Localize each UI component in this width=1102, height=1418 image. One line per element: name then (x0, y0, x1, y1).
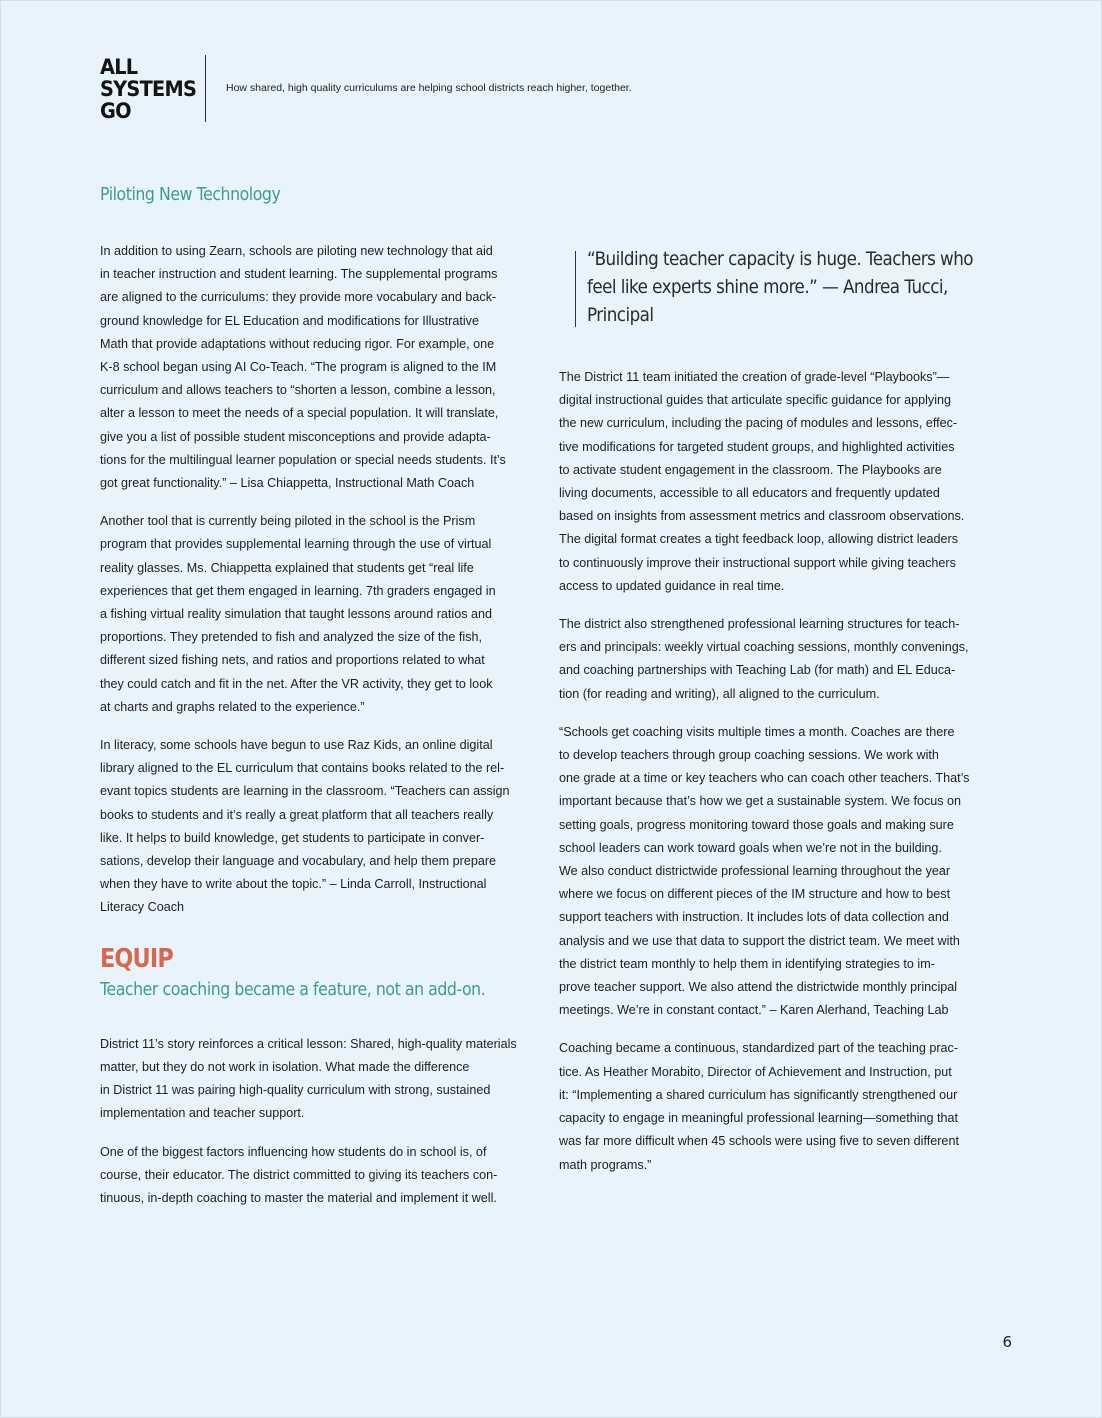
text-line: got great functionality.” – Lisa Chiappetta, Instructional Math Coach (100, 476, 475, 491)
text-line: the district team monthly to help them in identifying strategies to im- (559, 956, 935, 971)
text-line: In addition to using Zearn, schools are piloting new technology that aid (100, 244, 493, 258)
text-line: The digital format creates a tight feedback loop, allowing district leaders (559, 532, 959, 547)
text-line: District 11’s story reinforces a critical lesson: Shared, high-quality materials (100, 1036, 517, 1051)
text-line: tice. As Heather Morabito, Director of Achievement and Instruction, put (559, 1064, 952, 1079)
text-line: when they have to write about the topic.” – Linda Carroll, Instructional (100, 877, 487, 892)
paragraph-professional-learning (559, 613, 999, 706)
text-line: Coaching became a continuous, standardized part of the teaching prac- (559, 1041, 959, 1056)
paragraph-district-story (100, 1033, 540, 1126)
text-line: alter a lesson to meet the needs of a special population. It will translate, (100, 406, 499, 421)
text-line: tion (for reading and writing), all aligned to the curriculum. (559, 686, 880, 701)
text-line: sations, develop their language and vocabulary, and help them prepare (100, 854, 497, 869)
text-line: ers and principals: weekly virtual coaching sessions, monthly convenings, (559, 640, 969, 655)
text-line: are aligned to the curriculums: they provide more vocabulary and back- (100, 290, 497, 305)
text-line: “Schools get coaching visits multiple times a month. Coaches are there (559, 724, 955, 739)
text-line: feel like experts shine more.” — Andrea Tucci, (587, 276, 948, 298)
text-line: to activate student engagement in the classroom. The Playbooks are (559, 462, 942, 477)
text-line: a fishing virtual reality simulation that taught lessons around ratios and (100, 607, 493, 622)
text-line: was far more difficult when 45 schools were using five to seven different (559, 1134, 959, 1149)
text-line: program that provides supplemental learning through the use of virtual (100, 537, 492, 552)
page-number: 6 (1002, 1333, 1012, 1351)
text-line: based on insights from assessment metrics and classroom observations. (559, 509, 965, 524)
logo-line-2: SYSTEMS (100, 77, 197, 101)
paragraph-raz-kids (100, 734, 540, 920)
pull-quote-bar (575, 251, 576, 327)
text-line: Literacy Coach (100, 900, 184, 915)
paragraph-zearn (100, 240, 540, 495)
text-line: the new curriculum, including the pacing of modules and lessons, effec- (559, 416, 958, 431)
text-line: implementation and teacher support. (100, 1106, 305, 1121)
paragraph-playbooks (559, 366, 999, 598)
text-line: The district also strengthened professional learning structures for teach- (559, 617, 960, 632)
text-line: The District 11 team initiated the creation of grade-level “Playbooks”— (559, 370, 950, 384)
text-line: different sized fishing nets, and ratios and proportions related to what (100, 653, 485, 668)
text-line: experiences that get them engaged in learning. 7th graders engaged in (100, 583, 496, 598)
text-line: meetings. We’re in constant contact.” – Karen Alerhand, Teaching Lab (559, 1003, 949, 1018)
text-line: curriculum and allows teachers to “shorten a lesson, combine a lesson, (100, 383, 496, 398)
text-line: in teacher instruction and student learning. The supplemental programs (100, 267, 498, 282)
paragraph-educator (100, 1141, 540, 1211)
text-line: support teachers with instruction. It includes lots of data collection and (559, 910, 949, 925)
text-line: tions for the multilingual learner population or special needs students. It’s (100, 452, 506, 467)
logo-line-3: GO (100, 99, 131, 123)
left-column (100, 185, 540, 1210)
text-line: evant topics students are learning in the classroom. “Teachers can assign (100, 784, 510, 799)
paragraph-coaching-practice (559, 1037, 999, 1176)
text-line: Another tool that is currently being piloted in the school is the Prism (100, 514, 476, 529)
paragraph-prism (100, 510, 540, 719)
header-divider (205, 55, 206, 122)
pull-quote (575, 245, 987, 329)
text-line: to develop teachers through group coaching sessions. We work with (559, 748, 939, 763)
section-heading-piloting: Piloting New Technology (100, 185, 281, 205)
text-line: Principal (587, 304, 654, 326)
text-line: at charts and graphs related to the experience.” (100, 699, 365, 714)
text-line: setting goals, progress monitoring toward those goals and making sure (559, 817, 954, 832)
text-line: digital instructional guides that articulate specific guidance for applying (559, 393, 952, 408)
logo (100, 56, 196, 122)
text-line: like. It helps to build knowledge, get students to participate in conver- (100, 830, 485, 845)
text-line: tive modifications for targeted student groups, and highlighted activities (559, 439, 955, 454)
text-line: books to students and it’s really a great platform that all teachers really (100, 807, 494, 822)
text-line: We also conduct districtwide professional learning throughout the year (559, 864, 951, 879)
text-line: access to updated guidance in real time. (559, 578, 785, 593)
text-line: important because that’s how we get a sustainable system. We focus on (559, 794, 962, 809)
text-line: matter, but they do not work in isolation. What made the difference (100, 1059, 470, 1074)
logo-line-1: ALL (100, 55, 138, 79)
text-line: Math that provide adaptations without reducing rigor. For example, one (100, 336, 495, 351)
pull-quote-text (587, 245, 983, 329)
text-line: proportions. They pretended to fish and analyzed the size of the fish, (100, 630, 483, 645)
section-title-equip: EQUIP (100, 943, 173, 974)
text-line: reality glasses. Ms. Chiappetta explained that students get “real life (100, 560, 474, 575)
text-line: to continuously improve their instructional support while giving teachers (559, 555, 956, 570)
text-line: ground knowledge for EL Education and modifications for Illustrative (100, 313, 479, 328)
text-line: and coaching partnerships with Teaching Lab (for math) and EL Educa- (559, 663, 956, 678)
text-line: In literacy, some schools have begun to use Raz Kids, an online digital (100, 738, 493, 753)
text-line: analysis and we use that data to support the district team. We meet with (559, 933, 960, 948)
text-line: they could catch and fit in the net. After the VR activity, they get to look (100, 676, 493, 691)
text-line: capacity to engage in meaningful professional learning—something that (559, 1111, 959, 1126)
right-column (559, 245, 999, 1177)
text-line: One of the biggest factors influencing how students do in school is, of (100, 1144, 487, 1159)
text-line: tinuous, in-depth coaching to master the material and implement it well. (100, 1190, 497, 1205)
text-line: school leaders can work toward goals when we’re not in the building. (559, 840, 942, 855)
text-line: it: “Implementing a shared curriculum has significantly strengthened our (559, 1087, 958, 1102)
text-line: math programs.” (559, 1157, 652, 1172)
text-line: where we focus on different pieces of the IM structure and how to best (559, 887, 951, 902)
paragraph-coaching-quote (559, 721, 999, 1023)
text-line: library aligned to the EL curriculum that contains books related to the rel- (100, 761, 505, 776)
text-line: course, their educator. The district committed to giving its teachers con- (100, 1167, 498, 1182)
text-line: in District 11 was pairing high-quality curriculum with strong, sustained (100, 1083, 491, 1098)
text-line: K-8 school began using AI Co-Teach. “The program is aligned to the IM (100, 360, 497, 375)
text-line: one grade at a time or key teachers who can coach other teachers. That’s (559, 771, 970, 786)
text-line: give you a list of possible student misconceptions and provide adapta- (100, 429, 491, 444)
tagline: How shared, high quality curriculums are helping school districts reach higher, together. (226, 82, 632, 94)
text-line: living documents, accessible to all educators and frequently updated (559, 486, 940, 501)
text-line: prove teacher support. We also attend the districtwide monthly principal (559, 980, 958, 995)
section-subheading-coaching: Teacher coaching became a feature, not an add-on. (100, 979, 486, 1000)
text-line: “Building teacher capacity is huge. Teachers who (587, 248, 973, 270)
